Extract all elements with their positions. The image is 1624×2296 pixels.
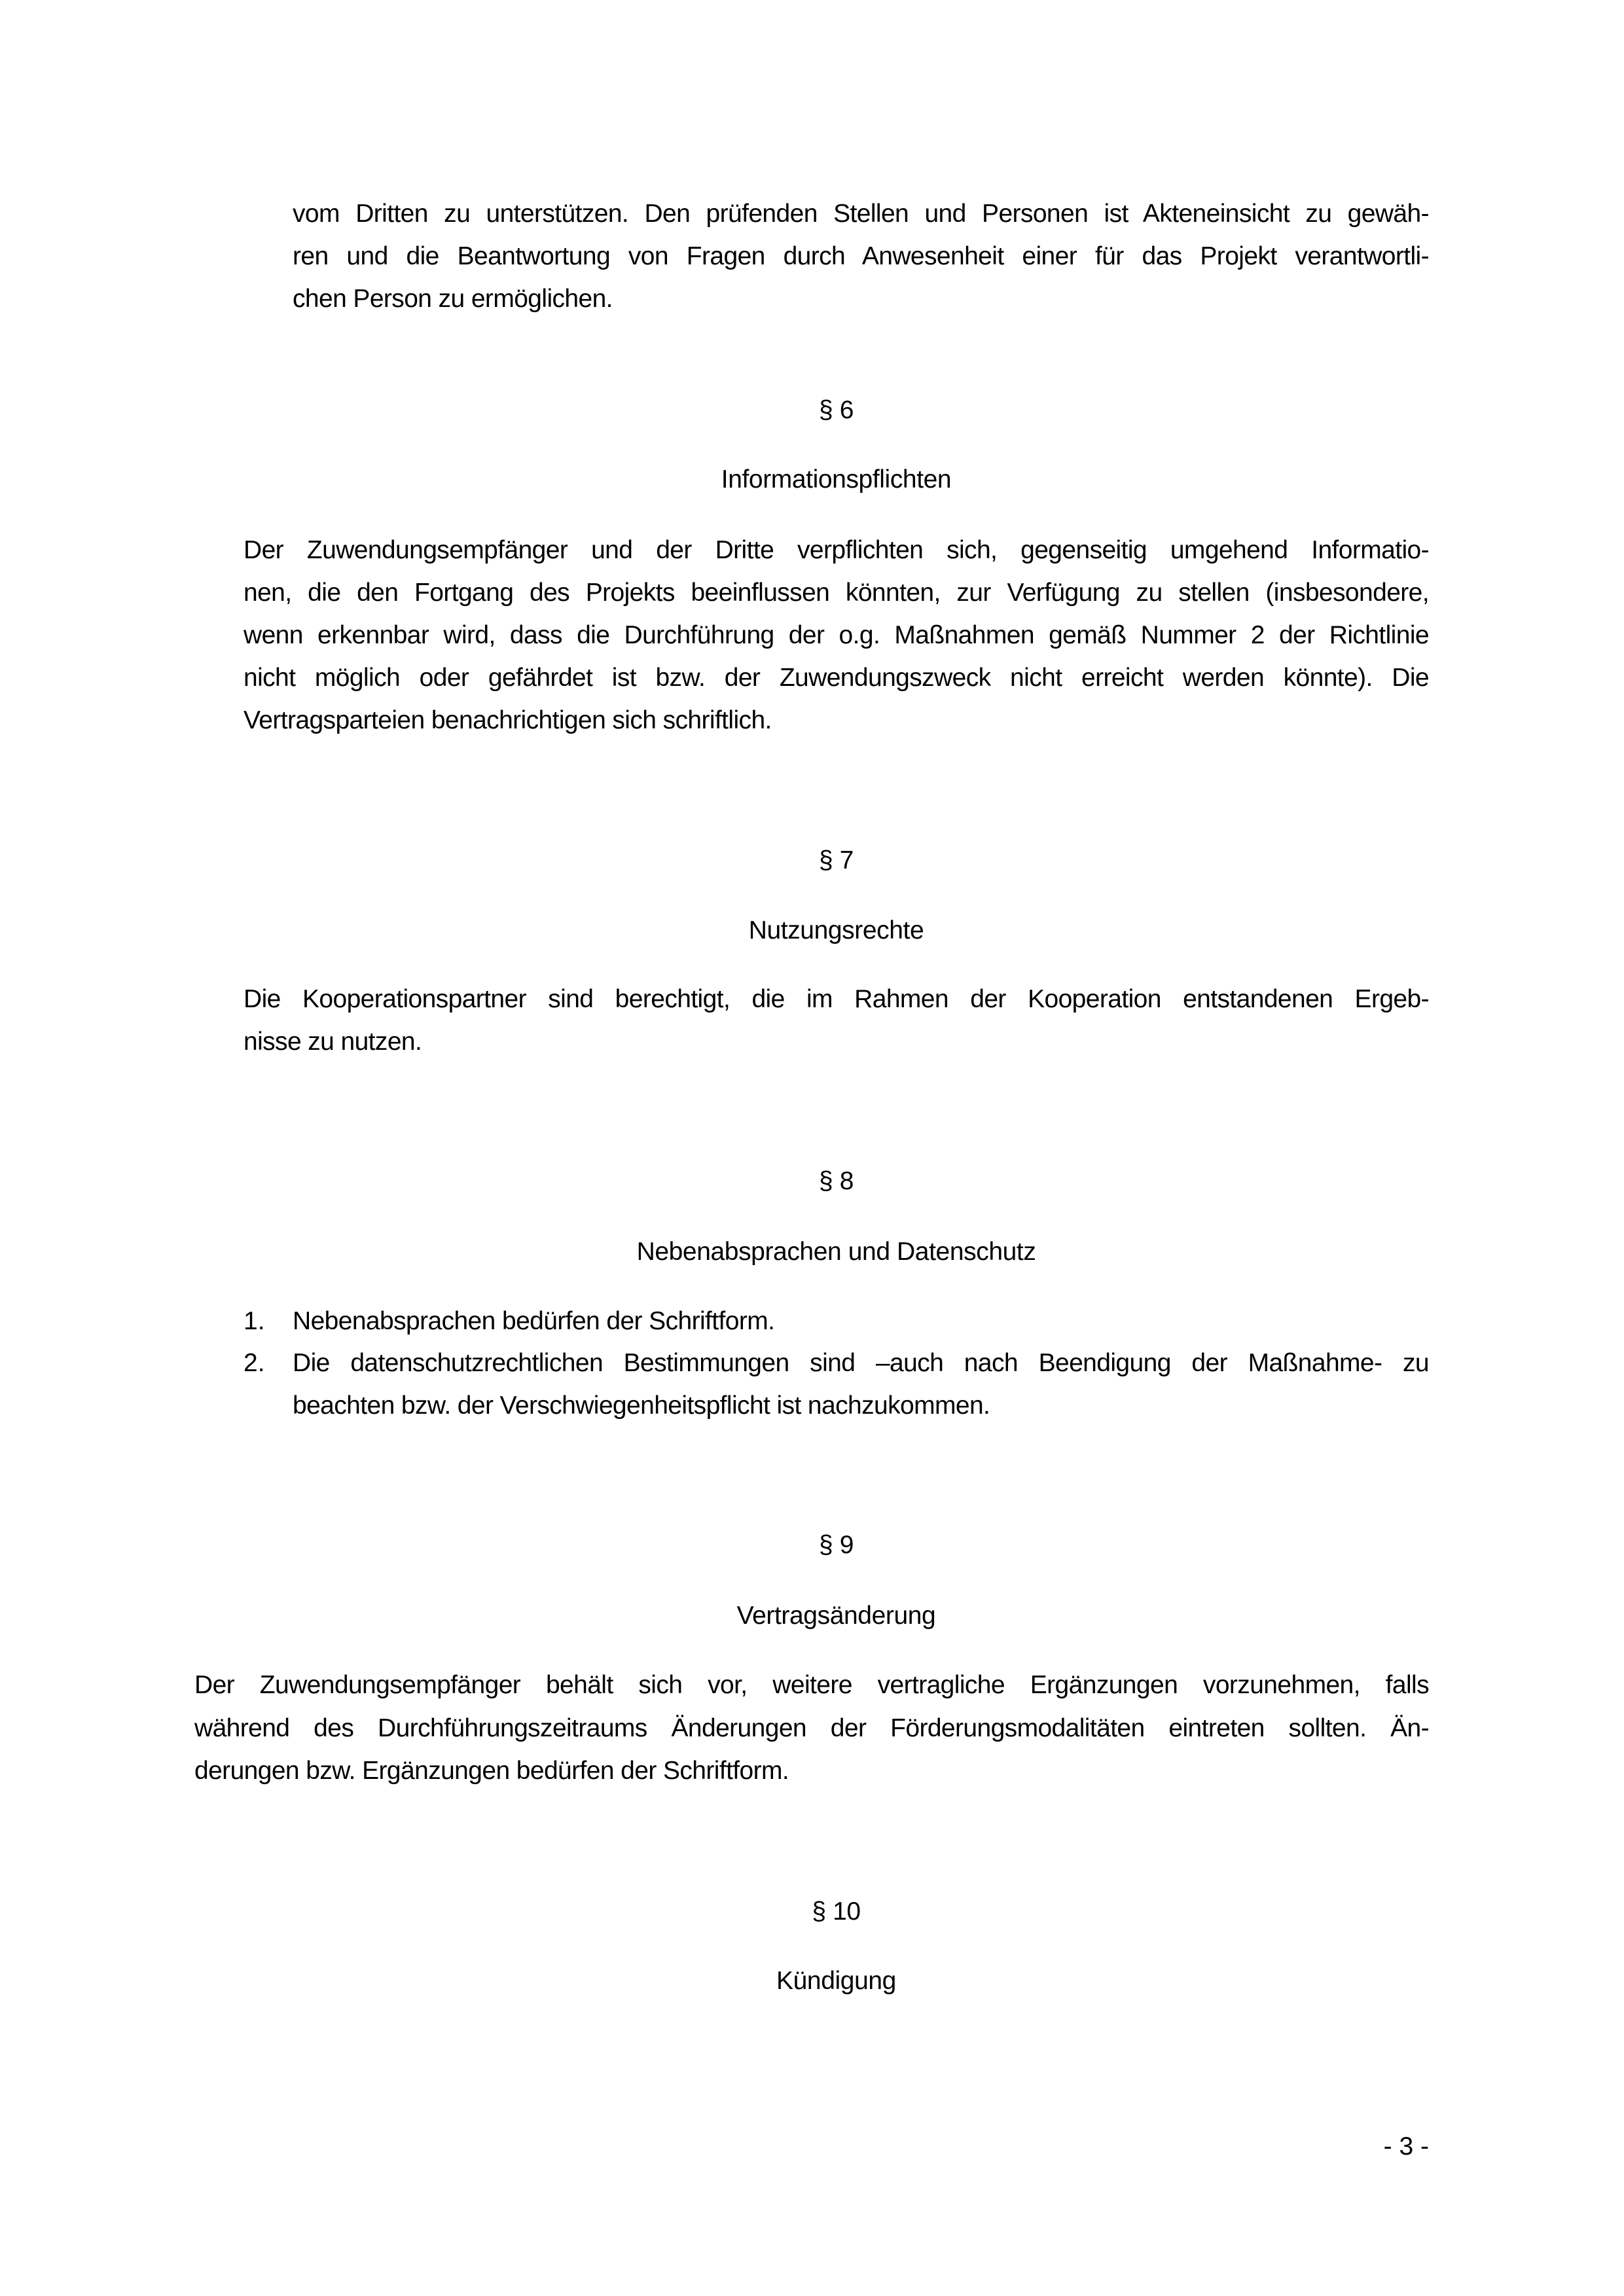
paragraph-line: Der Zuwendungsempfänger und der Dritte verpflichten sich, gegenseitig umgehend Informatio- — [244, 536, 1429, 564]
paragraph-line: derungen bzw. Ergänzungen bedürfen der Schriftform. — [194, 1757, 789, 1785]
list-item-line: Die datenschutzrechtlichen Bestimmungen sind –auch nach Beendigung der Maßnahme- zu — [293, 1349, 1429, 1377]
list-marker: 2. — [244, 1349, 265, 1377]
paragraph-line: nisse zu nutzen. — [244, 1028, 422, 1056]
paragraph-line: nicht möglich oder gefährdet ist bzw. der Zuwendungszweck nicht erreicht werden könnte). Die — [244, 664, 1429, 692]
list-item-line: beachten bzw. der Verschwiegenheitspflicht ist nachzukommen. — [293, 1391, 990, 1420]
paragraph-line: während des Durchführungszeitraums Änderungen der Förderungsmodalitäten eintreten sollten. Än- — [194, 1714, 1429, 1742]
paragraph-line: wenn erkennbar wird, dass die Durchführung der o.g. Maßnahmen gemäß Nummer 2 der Richtlinie — [244, 621, 1429, 649]
section-number: § 9 — [818, 1531, 854, 1559]
list-item-line: Nebenabsprachen bedürfen der Schriftform. — [293, 1307, 775, 1335]
section-title: Nutzungsrechte — [748, 916, 924, 944]
paragraph-line: chen Person zu ermöglichen. — [293, 285, 613, 313]
paragraph-line: ren und die Beantwortung von Fragen durch Anwesenheit einer für das Projekt verantwortli- — [293, 242, 1429, 270]
section-number: § 6 — [818, 396, 854, 424]
section-number: § 10 — [812, 1897, 861, 1926]
section-title: Nebenabsprachen und Datenschutz — [636, 1238, 1036, 1266]
paragraph-line: Vertragsparteien benachrichtigen sich schriftlich. — [244, 706, 772, 734]
page-number: - 3 - — [1383, 2132, 1429, 2161]
paragraph-line: vom Dritten zu unterstützen. Den prüfenden Stellen und Personen ist Akteneinsicht zu gewäh- — [293, 200, 1429, 228]
paragraph-line: Die Kooperationspartner sind berechtigt, die im Rahmen der Kooperation entstandenen Ergeb- — [244, 985, 1429, 1013]
section-title: Vertragsänderung — [736, 1602, 936, 1630]
section-number: § 8 — [818, 1167, 854, 1195]
section-title: Kündigung — [776, 1967, 896, 1995]
paragraph-line: nen, die den Fortgang des Projekts beeinflussen könnten, zur Verfügung zu stellen (insbesondere, — [244, 579, 1429, 607]
list-marker: 1. — [244, 1307, 265, 1335]
section-title: Informationspflichten — [721, 465, 952, 493]
section-number: § 7 — [818, 846, 854, 874]
paragraph-line: Der Zuwendungsempfänger behält sich vor, weitere vertragliche Ergänzungen vorzunehmen, falls — [194, 1671, 1429, 1699]
